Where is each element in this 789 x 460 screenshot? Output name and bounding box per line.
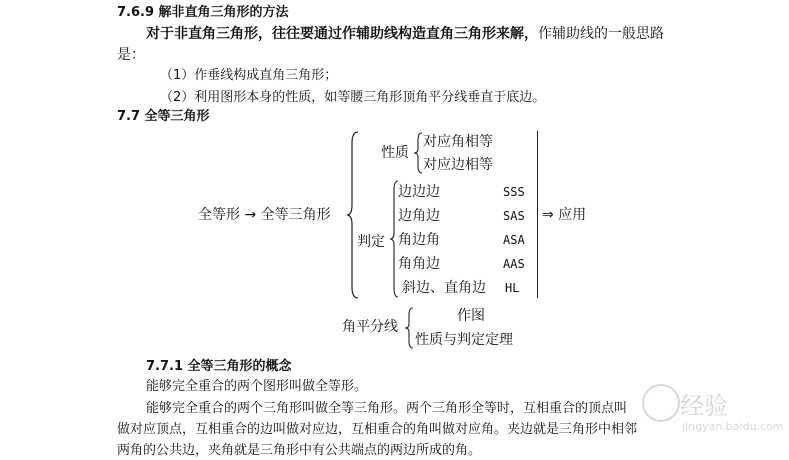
section-771-line-1: 能够完全重合的两个图形叫做全等形。 xyxy=(146,379,368,394)
bisector-brace xyxy=(404,307,414,349)
bisector-label: 角平分线 xyxy=(342,319,398,335)
section-771-line-2: 能够完全重合的两个三角形叫做全等三角形。两个三角形全等时，互相重合的顶点叫 xyxy=(146,401,628,416)
section-769-title: 7.6.9 解非直角三角形的方法 xyxy=(117,5,289,20)
right-bracket-line xyxy=(537,131,538,298)
criteria-code-4: AAS xyxy=(503,257,525,271)
main-brace xyxy=(346,131,360,299)
section-771-title: 7.7.1 全等三角形的概念 xyxy=(146,359,292,374)
bisector-item-2: 性质与判定定理 xyxy=(415,332,513,348)
watermark-text: 经验 xyxy=(680,392,728,420)
criteria-name-4: 角角边 xyxy=(398,256,440,272)
criteria-name-2: 边角边 xyxy=(398,208,440,224)
section-769-paragraph-tail: 是： xyxy=(117,47,145,63)
watermark-sub: jingyan.baidu.com xyxy=(682,420,784,433)
section-769-paragraph xyxy=(146,25,664,43)
diagram-root: 全等形 → 全等三角形 xyxy=(198,207,331,223)
section-771-line-3: 做对应顶点，互相重合的边叫做对应边，互相重合的角叫做对应角。夹边就是三角形中相邻 xyxy=(117,422,638,437)
criteria-code-3: ASA xyxy=(503,233,525,247)
property-label: 性质 xyxy=(381,145,409,161)
criteria-code-2: SAS xyxy=(503,209,525,223)
property-item-2: 对应边相等 xyxy=(423,157,493,173)
section-769-item-2: （2）利用图形本身的性质，如等腰三角形顶角平分线垂直于底边。 xyxy=(160,90,546,105)
property-brace xyxy=(413,132,423,174)
watermark-paw-icon xyxy=(642,384,680,422)
section-771-line-4: 两角的公共边，夹角就是三角形中有公共端点的两边所成的角。 xyxy=(117,443,482,458)
section-769-item-1: （1）作垂线构成直角三角形； xyxy=(160,68,338,83)
application-label: ⇒ 应用 xyxy=(542,207,587,223)
section-77-title: 7.7 全等三角形 xyxy=(117,109,210,124)
criteria-name-5: 斜边、直角边 xyxy=(402,280,486,296)
criteria-code-5: HL xyxy=(505,281,520,295)
section-769-paragraph-lead: 对于非直角三角形，往往要通过作辅助线构造直角三角形来解， xyxy=(146,26,538,42)
bisector-item-1: 作图 xyxy=(457,308,485,324)
criteria-code-1: SSS xyxy=(503,185,525,199)
criteria-name-3: 角边角 xyxy=(398,232,440,248)
criteria-name-1: 边边边 xyxy=(398,184,440,200)
property-item-1: 对应角相等 xyxy=(423,134,493,150)
criteria-label: 判定 xyxy=(357,234,385,250)
section-769-paragraph-rest: 作辅助线的一般思路 xyxy=(538,26,664,42)
